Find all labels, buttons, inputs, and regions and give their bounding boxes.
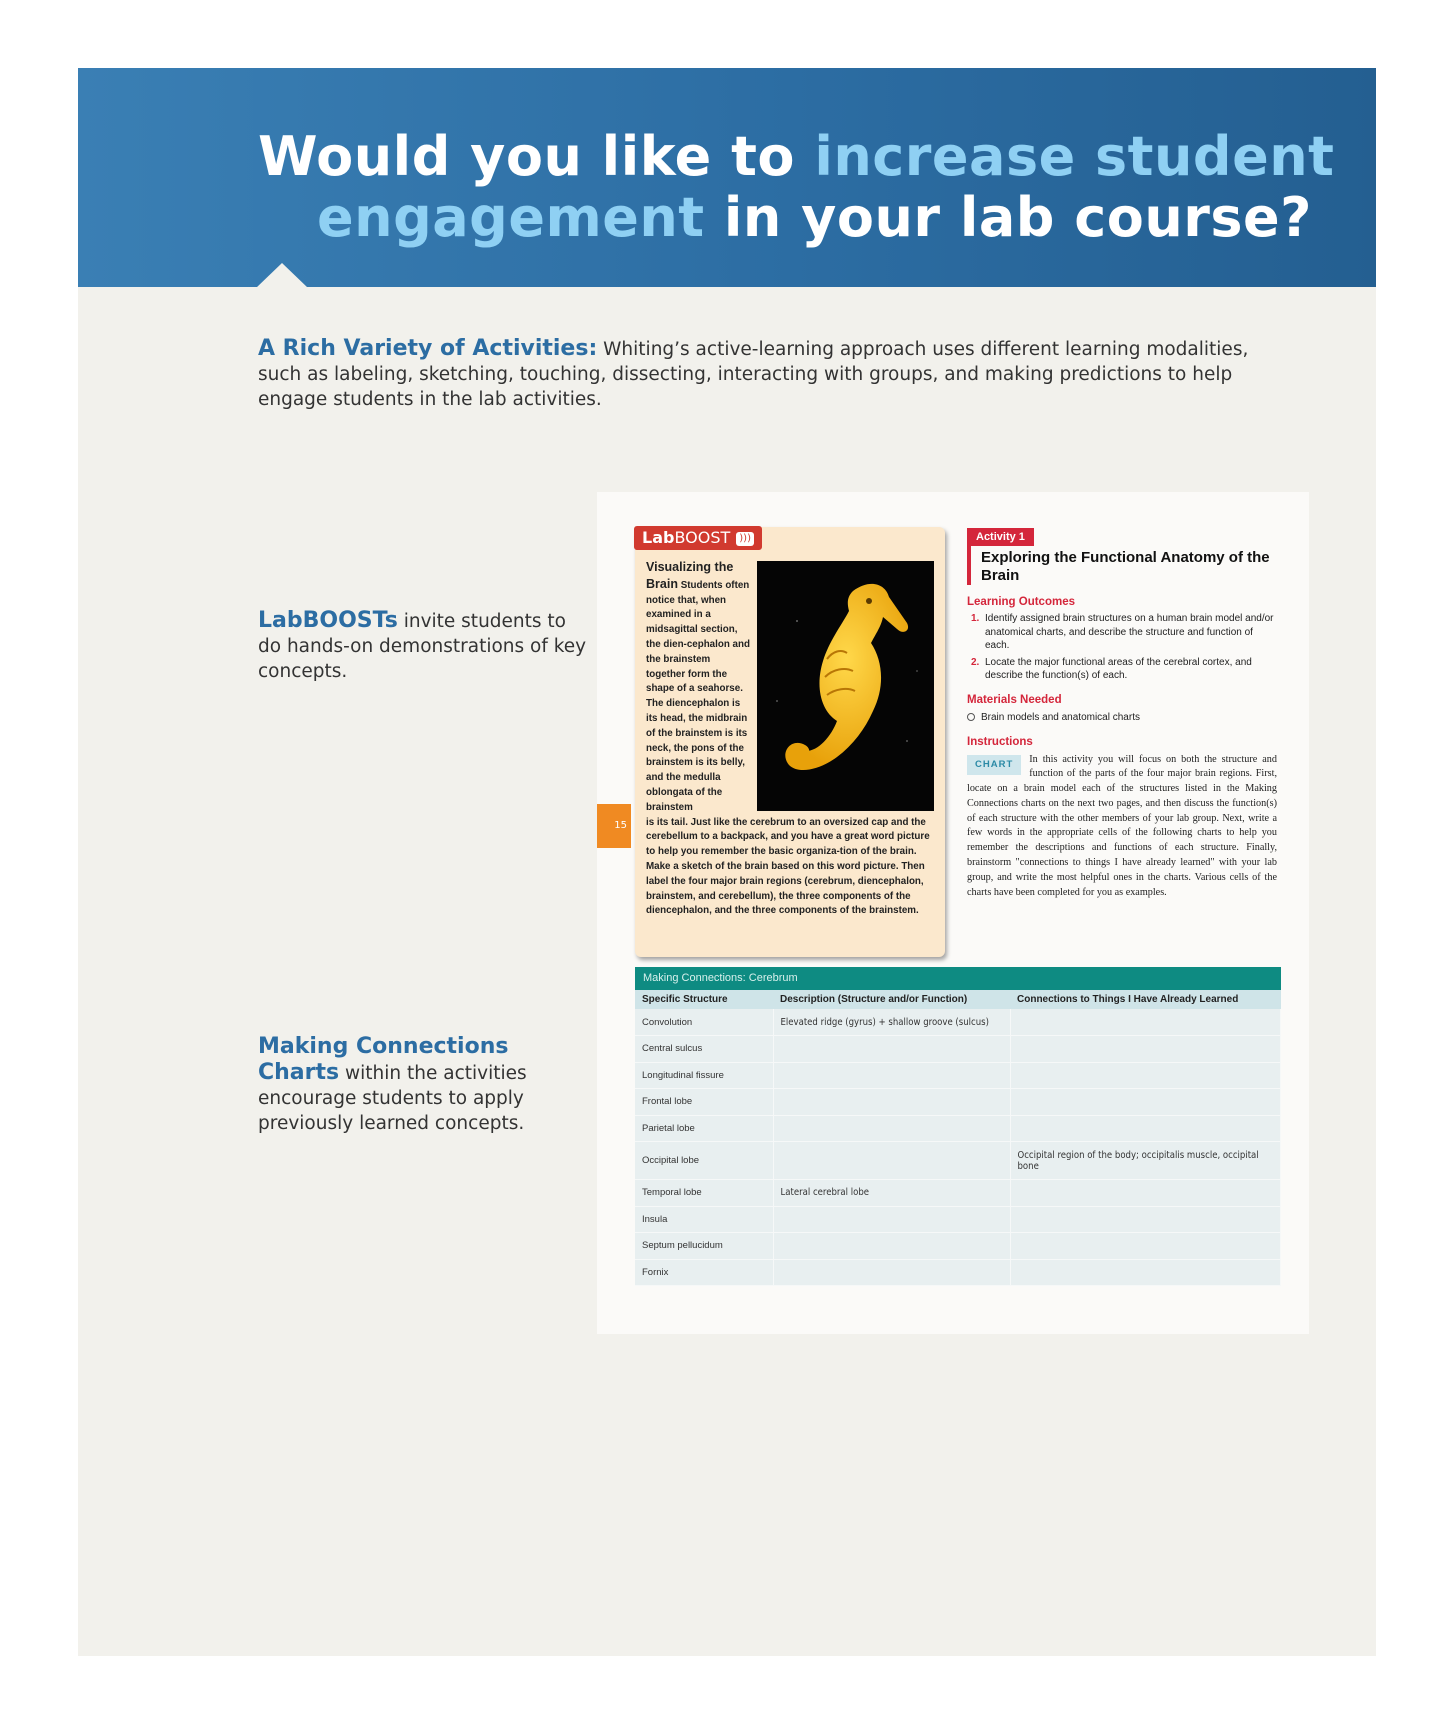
labboost-tab <box>634 526 762 550</box>
structure-cell: Longitudinal fissure <box>635 1062 773 1089</box>
banner-notch <box>256 263 308 288</box>
materials-text: Brain models and anatomical charts <box>981 711 1140 723</box>
intro-paragraph <box>258 336 1288 412</box>
connections-cell <box>1010 1009 1281 1036</box>
materials-item <box>967 711 1277 725</box>
headline-part: Would you like to <box>258 125 815 188</box>
labboost-callout <box>258 608 588 684</box>
structure-cell: Septum pellucidum <box>635 1233 773 1260</box>
headline-part: in your lab course? <box>704 186 1312 249</box>
column-header: Connections to Things I Have Already Learned <box>1010 990 1281 1009</box>
table-row <box>635 1036 1281 1063</box>
connections-cell <box>1010 1233 1281 1260</box>
outcome-text: Identify assigned brain structures on a human brain model and/or anatomical charts, and describe the structure and function of each. <box>985 613 1274 651</box>
instructions-heading: Instructions <box>967 735 1033 748</box>
outcomes-heading: Learning Outcomes <box>967 596 1075 608</box>
description-cell <box>773 1233 1010 1260</box>
table-row <box>635 1142 1281 1180</box>
table-row <box>635 1089 1281 1116</box>
connections-cell <box>1010 1036 1281 1063</box>
activity-section <box>967 527 1277 900</box>
headline-highlight: increase student <box>814 125 1335 188</box>
table-row <box>635 1233 1281 1260</box>
table-row <box>635 1259 1281 1286</box>
chart-title: Making Connections: Cerebrum <box>635 967 1281 990</box>
description-cell <box>773 1259 1010 1286</box>
structure-cell: Occipital lobe <box>635 1142 773 1180</box>
outcome-text: Locate the major functional areas of the cerebral cortex, and describe the function(s) of each. <box>985 656 1252 681</box>
description-cell: Lateral cerebral lobe <box>773 1180 1010 1207</box>
checkbox-circle-icon <box>967 713 975 721</box>
instructions-body: In this activity you will focus on both the structure and function of the parts of the four major brain regions. First, locate on a brain model each of the structures listed in the Making Connections charts on the next two pages, and then discuss the function(s) of each structure with the other members of your lab group. Next, write a few words in the appropriate cells of the following charts to help you remember the descriptions and functions of each structure. Finally, brainstorm "connections to things I have already learned" with your lab group, and write the most helpful ones in the charts. Various cells of the charts have been completed for you as examples. <box>967 753 1277 898</box>
connections-callout-lead: Making Connections <box>258 1034 509 1059</box>
labboost-body-continued: is its tail. Just like the cerebrum to an oversized cap and the cerebellum to a backpack, and you have a great word picture to help you remember the basic organiza-tion of the brain. Make a sketch of the brain based on this word picture. Then label the four major brain regions (cerebrum, diencephalon, brainstem, and cerebellum), the three components of the diencephalon, and the three components of the brainstem. <box>646 816 930 917</box>
connections-cell <box>1010 1259 1281 1286</box>
outcome-item: 1. Identify assigned brain structures on a human brain model and/or anatomical charts, and describe the structure and function of each. <box>971 613 1274 651</box>
materials-heading: Materials Needed <box>967 693 1062 706</box>
structure-cell: Temporal lobe <box>635 1180 773 1207</box>
textbook-excerpt <box>597 492 1309 1334</box>
intro-lead: A Rich Variety of Activities: <box>258 336 598 361</box>
structure-cell: Central sulcus <box>635 1036 773 1063</box>
outcome-item: 2. Locate the major functional areas of the cerebral cortex, and describe the function(s) of each. <box>971 656 1252 681</box>
chart-tag: CHART <box>967 755 1021 775</box>
labboost-text <box>646 560 936 919</box>
instructions-text <box>967 753 1277 901</box>
description-cell <box>773 1036 1010 1063</box>
table-row <box>635 1009 1281 1036</box>
structure-cell: Fornix <box>635 1259 773 1286</box>
table-row <box>635 1062 1281 1089</box>
page-number-tab: 15 <box>597 804 631 848</box>
connections-callout-text: within the activities encourage students to apply previously learned concepts. <box>258 1063 527 1134</box>
labboost-tab-boost: BOOST <box>674 528 731 547</box>
labboost-callout-lead: LabBOOSTs <box>258 608 398 633</box>
structure-cell: Convolution <box>635 1009 773 1036</box>
description-cell <box>773 1089 1010 1116</box>
connections-table <box>635 990 1281 1286</box>
structure-cell: Insula <box>635 1206 773 1233</box>
column-header: Description (Structure and/or Function) <box>773 990 1010 1009</box>
connections-cell <box>1010 1206 1281 1233</box>
intro-text: Whiting’s active-learning approach uses different learning modalities, such as labeling, sketching, touching, dissecting, interacting with groups, and making predictions to help engage students in the lab activities. <box>258 339 1249 410</box>
headline-highlight: engagement <box>317 186 705 249</box>
table-row <box>635 1115 1281 1142</box>
labboost-title: Visualizing the Brain <box>646 560 734 591</box>
table-row <box>635 1180 1281 1207</box>
description-cell <box>773 1062 1010 1089</box>
activity-title: Exploring the Functional Anatomy of the Brain <box>967 546 1277 585</box>
sound-waves-icon: ))) <box>736 532 754 546</box>
connections-callout <box>258 1034 588 1136</box>
connections-callout-lead: Charts <box>258 1060 340 1085</box>
connections-cell <box>1010 1180 1281 1207</box>
structure-cell: Parietal lobe <box>635 1115 773 1142</box>
page-background <box>78 68 1376 1656</box>
labboost-box <box>635 527 945 957</box>
column-header: Specific Structure <box>635 990 773 1009</box>
connections-cell <box>1010 1115 1281 1142</box>
labboost-tab-lab: Lab <box>642 528 675 547</box>
description-cell <box>773 1115 1010 1142</box>
header-banner <box>78 68 1376 287</box>
structure-cell: Frontal lobe <box>635 1089 773 1116</box>
connections-cell: Occipital region of the body; occipitalis muscle, occipital bone <box>1010 1142 1281 1180</box>
description-cell <box>773 1206 1010 1233</box>
description-cell <box>773 1142 1010 1180</box>
page-headline <box>258 126 1358 248</box>
labboost-body: Students often notice that, when examined in a midsagittal section, the dien-cephalon and the brainstem together form the shape of a seahorse. The diencephalon is its head, the midbrain of the brainstem is its neck, the pons of the brainstem is its belly, and the medulla oblongata of the brainstem <box>646 579 750 813</box>
labboost-callout-text: invite students to do hands-on demonstrations of key concepts. <box>258 611 587 682</box>
description-cell: Elevated ridge (gyrus) + shallow groove (sulcus) <box>773 1009 1010 1036</box>
making-connections-chart <box>635 967 1281 1286</box>
table-row <box>635 1206 1281 1233</box>
connections-cell <box>1010 1089 1281 1116</box>
activity-badge: Activity 1 <box>967 528 1034 546</box>
connections-cell <box>1010 1062 1281 1089</box>
